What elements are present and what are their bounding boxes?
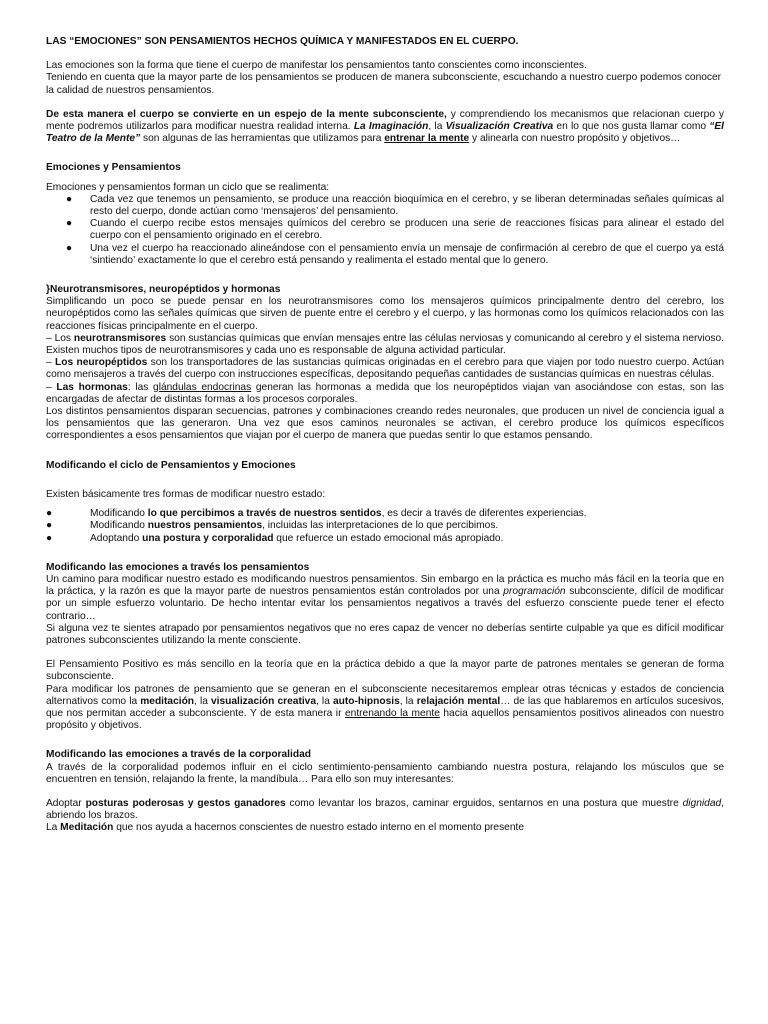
text-run: , la [399, 695, 417, 707]
text-run: en lo que nos gusta llamar como [553, 121, 710, 133]
term-auto-hipnosis: auto-hipnosis [332, 695, 400, 707]
heading-emociones: Emociones y Pensamientos [46, 162, 181, 174]
text-run: , la [428, 121, 446, 133]
pensamientos-paragraph-3: El Pensamiento Positivo es más sencillo en la teoría que en la práctica debido a que la mayor parte de patrones mentales se generan de forma subconsciente. [46, 659, 724, 683]
pensamientos-paragraph-4 [46, 684, 724, 733]
list-item [46, 243, 724, 267]
neuro-paragraph-1: Simplificando un poco se puede pensar en los neurotransmisores como los mensajeros químicos principalmente dentro del cerebro, los neuropéptidos como las señales químicas que sirven de puente entre el cerebro y el cuerpo, y las hormonas como los químicos relacionados con las reacciones físicas principalmente en el cuerpo. [46, 296, 724, 332]
modificando-bullet-list [46, 508, 724, 545]
text-run: son algunas de las herramientas que utilizamos para [140, 133, 385, 145]
term-dignidad: dignidad [682, 797, 722, 809]
document-title: LAS “EMOCIONES” SON PENSAMIENTOS HECHOS QUÍMICA Y MANIFESTADOS EN EL CUERPO. [46, 36, 519, 47]
text-run: y comprendiendo los mecanismos que relacionan cuerpo y mente podremos utilizarlos para modificar nuestra realidad interna. [46, 108, 725, 133]
list-item [46, 520, 724, 532]
text-run: son sustancias químicas que envían mensajes entre las células nerviosas y comunicando al cerebro y el sistema nervioso. Existen muchos tipos de neurotransmisores y cada uno es responsable de alguna actividad particular. [46, 332, 724, 357]
list-item-text: Una vez el cuerpo ha reaccionado alineándose con el pensamiento envía un mensaje de confirmación al cerebro de que el cuerpo ya está ‘sintiendo’ exactamente lo que el cerebro está pensando y realimenta el estado mental que lo genero. [90, 242, 724, 266]
text-run: Un camino para modificar nuestro estado es modificando nuestros pensamientos. Sin embargo en la práctica es mucho más fácil en la teoría que en la práctica, y la razón es que la mayor parte de nuestros pensamientos están controlados por una [46, 573, 724, 598]
corporalidad-paragraph-3 [46, 822, 724, 834]
term-neuropeptidos: Los neuropéptidos [55, 357, 148, 369]
text-run: Modificando [90, 520, 148, 532]
list-item [46, 218, 724, 242]
term-relajacion-mental: relajación mental [416, 695, 501, 707]
term-postura: una postura y corporalidad [142, 532, 274, 544]
list-item [46, 194, 724, 218]
text-run: Modificando [90, 508, 148, 520]
heading-modificando: Modificando el ciclo de Pensamientos y Emociones [46, 459, 296, 471]
dash-glyph: – [46, 332, 55, 344]
text-run: : las [127, 381, 154, 393]
list-item-text: Cuando el cuerpo recibe estos mensajes químicos del cerebro se producen una serie de reacciones físicas para alinear el estado del cuerpo con el pensamiento originado en el cerebro. [90, 218, 724, 242]
text-run: , incluidas las interpretaciones de lo que percibimos. [262, 520, 499, 532]
neuro-item-hormonas [46, 382, 724, 406]
term-glandulas: glándulas endocrinas [153, 381, 252, 393]
term-teatro: “El Teatro de la Mente” [46, 121, 724, 145]
pensamientos-paragraph-2: Si alguna vez te sientes atrapado por pensamientos negativos que no eres capaz de vencer no deberías sentirte culpable ya que es difícil modificar patrones subconscientes utilizando la mente consciente. [46, 622, 724, 646]
term-programacion: programación [503, 586, 566, 598]
text-run: que nos ayuda a hacernos conscientes de nuestro estado interno en el momento presente [113, 822, 524, 834]
text-run: como levantar los brazos, caminar erguidos, sentarnos en una postura que muestre [285, 797, 683, 809]
bullet-icon: ● [66, 242, 73, 254]
term-pensamientos: nuestros pensamientos [147, 520, 263, 532]
term-hormonas: Las hormonas [56, 381, 128, 393]
emociones-lead: Emociones y pensamientos forman un ciclo que se realimenta: [46, 181, 330, 193]
term-meditacion: meditación [140, 695, 195, 707]
text-run: Adoptar [46, 797, 86, 809]
heading-neuro: }Neurotransmisores, neuropéptidos y hormonas [46, 284, 281, 296]
emociones-bullet-list [46, 194, 724, 267]
text-run: , la [194, 695, 211, 707]
corporalidad-paragraph-2 [46, 798, 724, 822]
term-visualizacion-creativa: visualización creativa [210, 695, 316, 707]
term-entrenando-mente: entrenando la mente [345, 707, 440, 719]
neuro-paragraph-2: Los distintos pensamientos disparan secuencias, patrones y combinaciones creando redes neuronales, que producen un nivel de conciencia igual a los pensamientos que las generaron. Una vez que esos caminos neuronales se activan, el cerebro produce los químicos específicos correspondientes a esos pensamientos que viajan por el cuerpo de manera que puedas sentir lo que estamos pensando. [46, 406, 724, 442]
bullet-icon: ● [46, 520, 53, 532]
heading-pensamientos: Modificando las emociones a través los pensamientos [46, 561, 310, 573]
intro-paragraph-1: Las emociones son la forma que tiene el cuerpo de manifestar los pensamientos tanto conscientes como inconscientes. [46, 60, 587, 72]
modificando-lead: Existen básicamente tres formas de modificar nuestro estado: [46, 488, 326, 500]
list-item [46, 533, 724, 545]
neuro-item-neurotransmisores [46, 333, 724, 357]
intro-paragraph-2: Teniendo en cuenta que la mayor parte de los pensamientos se producen de manera subconsciente, escuchando a nuestro cuerpo podemos conocer la calidad de nuestros pensamientos. [46, 72, 722, 96]
term-neurotransmisores: neurotransmisores [73, 332, 167, 344]
text-run: La [46, 822, 61, 834]
bullet-icon: ● [66, 193, 73, 205]
corporalidad-paragraph-1: A través de la corporalidad podemos influir en el ciclo sentimiento-pensamiento cambiando nuestra postura, relajando los músculos que se encuentren en tensión, relajando la frente, la mandíbula… Para ello son muy interesantes: [46, 761, 724, 785]
bullet-icon: ● [66, 218, 73, 230]
text-run: y alinearla con nuestro propósito y objetivos… [469, 133, 681, 145]
list-item [46, 508, 724, 520]
heading-corporalidad: Modificando las emociones a través de la corporalidad [46, 749, 311, 761]
text-run: Los [54, 332, 74, 344]
term-visualizacion: Visualización Creativa [445, 121, 554, 133]
term-sentidos: lo que percibimos a través de nuestros sentidos [147, 508, 382, 520]
intro-emphasis: De esta manera el cuerpo se convierte en un espejo de la mente subconsciente, [46, 108, 447, 120]
text-run: , abriendo los brazos. [46, 797, 724, 822]
text-run: que refuerce un estado emocional más apropiado. [273, 532, 504, 544]
text-run: Adoptando [90, 532, 143, 544]
term-posturas-poderosas: posturas poderosas y gestos ganadores [85, 797, 286, 809]
text-run: subconsciente, difícil de modificar por un simple esfuerzo voluntario. De hecho intentar evitar los pensamientos negativos a través del esfuerzo consciente puede tener el efecto contrario… [46, 586, 724, 622]
text-run: hacia aquellos pensamientos positivos alineados con nuestro propósito y objetivos. [46, 707, 724, 732]
term-entrenar-mente: entrenar la mente [384, 133, 470, 145]
text-run: generan las hormonas a medida que los neuropéptidos viajan van asociándose con estas, son las encargadas de afectar de distintas formas a los procesos corporales. [46, 381, 724, 405]
neuro-item-neuropeptidos [46, 357, 724, 381]
bullet-icon: ● [46, 508, 53, 520]
text-run: Para modificar los patrones de pensamiento que se generan en el subconsciente necesitaremos emplear otras técnicas y estados de conciencia alternativos como la [46, 683, 724, 707]
dash-glyph: – [46, 357, 56, 369]
pensamientos-paragraph-1 [46, 574, 724, 623]
term-imaginacion: La Imaginación [353, 121, 429, 133]
list-item-text: Cada vez que tenemos un pensamiento, se produce una reacción bioquímica en el cerebro, y se liberan determinadas señales químicas al resto del cuerpo, donde actúan como ‘mensajeros’ del pensamiento. [90, 193, 724, 218]
text-run: , es decir a través de diferentes experiencias. [381, 508, 587, 520]
intro-paragraph-3 [46, 109, 724, 146]
bullet-icon: ● [46, 532, 53, 544]
text-run: son los transportadores de las sustancias químicas originadas en el cerebro para que viajen por todo nuestro cuerpo. Actúan como mensajeros a través del cuerpo con instrucciones específicas, depositando pequeñas cantidades de sustancias químicas en nuestras células. [46, 357, 725, 381]
text-run: … de las que hablaremos en artículos sucesivos, que nos permitan acceder a subconsciente. Y de esta manera ir [46, 695, 725, 719]
term-meditacion-corporal: Meditación [60, 822, 114, 834]
text-run: , la [316, 695, 333, 707]
dash-glyph: – [46, 381, 57, 393]
